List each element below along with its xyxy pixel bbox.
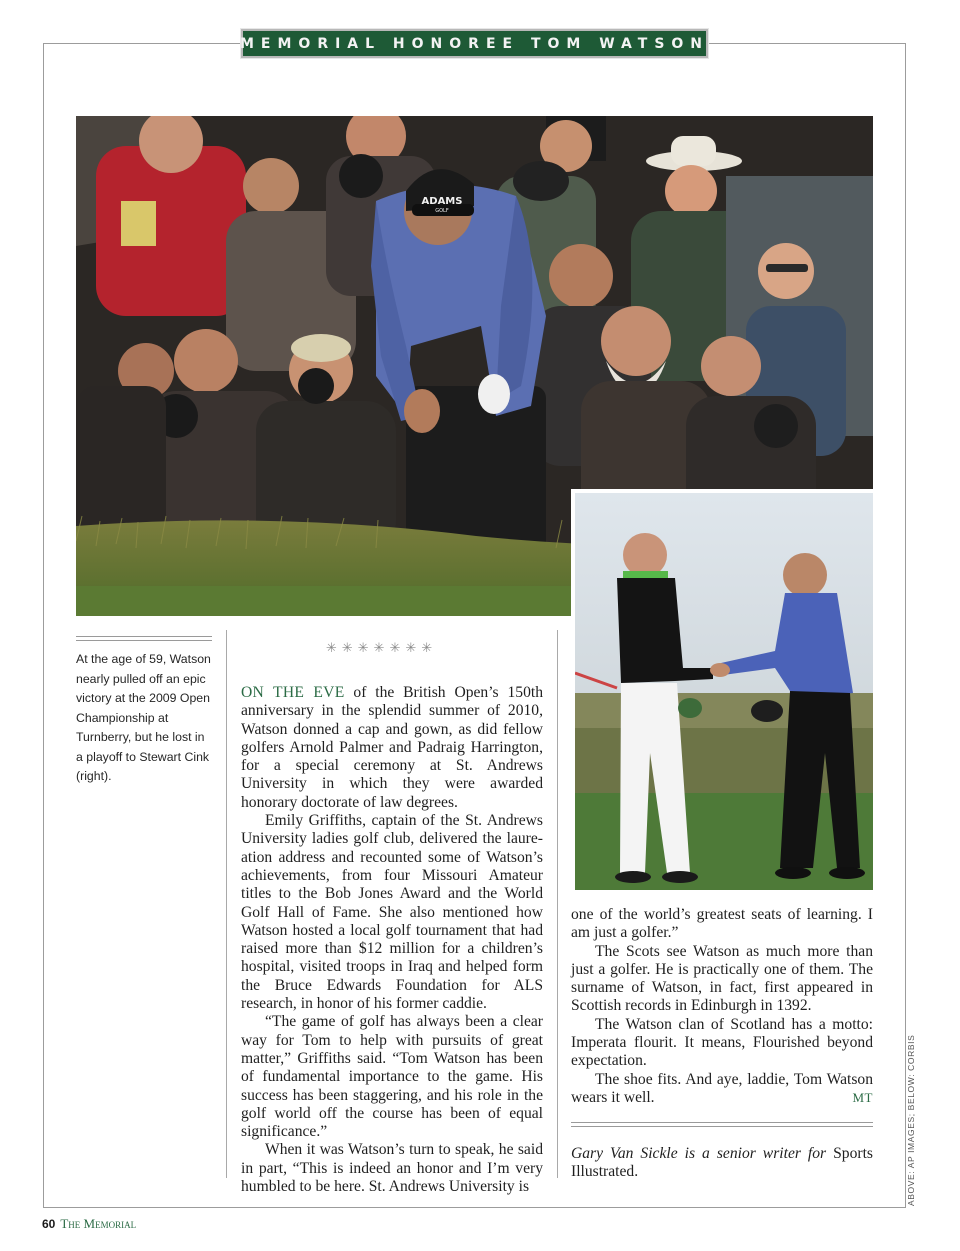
article-paragraph: The Watson clan of Scotland has a motto: Imperata flourit. It means, Flourished beyond expectation. bbox=[571, 1015, 873, 1070]
magazine-name: The Memorial bbox=[60, 1216, 137, 1231]
article-paragraph: The shoe fits. And aye, laddie, Tom Watson wears it well. MT bbox=[571, 1070, 873, 1106]
page-footer bbox=[42, 1216, 136, 1232]
article-paragraph: Emily Griffiths, captain of the St. Andrews University ladies golf club, delivered the laureation address and recounted some of Watson’s achievements, from four Missouri Amateur titles to the Bob Jones Award and the World Golf Hall of Fame. She also mentioned how Watson hosted a local golf tournament that had raised more than $12 million for a children’s hospital, visited troops in Iraq and helped form the Bruce Edwards Foundation for ALS research, in honor of his former caddie. bbox=[241, 812, 543, 1013]
article-paragraph: “The game of golf has always been a clear way for Tom to help with pursuits of great matter,” Griffiths said. “Tom Watson has been of fundamental importance to the game. His success has been staggering, and his role in the golf world off the course has been of equal significance.” bbox=[241, 1013, 543, 1141]
author-bio: Gary Van Sickle is a senior writer for Sports Illustrated. bbox=[571, 1145, 873, 1181]
handshake-illustration bbox=[575, 493, 873, 890]
column-divider-right bbox=[557, 630, 558, 1178]
article-paragraph: ON THE EVE of the British Open’s 150th anniversary in the splendid summer of 2010, Watson donned a cap and gown, as did fellow golfers Arnold Palmer and Padraig Harrington, for a special ceremony at St. Andrews University in which they were awarded honorary doctorate of law degrees. bbox=[241, 684, 543, 811]
author-initials: MT bbox=[852, 1089, 873, 1105]
lead-in: ON THE EVE bbox=[241, 684, 345, 701]
section-title: MEMORIAL HONOREE TOM WATSON bbox=[239, 35, 710, 52]
section-ornament: ✳✳✳✳✳✳✳ bbox=[326, 641, 438, 656]
cap-logo: ADAMS bbox=[421, 196, 463, 207]
page-number: 60 bbox=[42, 1217, 56, 1231]
handshake-photo bbox=[571, 489, 873, 890]
article-column-2 bbox=[571, 906, 873, 1107]
photo-credit: ABOVE: AP IMAGES; BELOW: CORBIS bbox=[906, 1034, 916, 1206]
bio-rule bbox=[571, 1122, 873, 1127]
photo-caption: At the age of 59, Watson nearly pulled off an epic victory at the 2009 Open Championship at Turnberry, but he lost in a playoff to Stewart Cink (right). bbox=[76, 652, 211, 783]
article-paragraph: When it was Watson’s turn to speak, he said in part, “This is indeed an honor and I’m very humbled to be here. St. Andrews University is bbox=[241, 1141, 543, 1196]
section-banner bbox=[241, 29, 708, 58]
caption-rule bbox=[76, 636, 212, 641]
cap-logo-sub: GOLF bbox=[435, 208, 449, 214]
column-divider-left bbox=[226, 630, 227, 1178]
article-paragraph: The Scots see Watson as much more than just a golfer. He is practically one of them. The surname of Watson, in fact, first appeared in Scottish records in Edinburgh in 1392. bbox=[571, 942, 873, 1015]
article-paragraph: one of the world’s greatest seats of learning. I am just a golfer.” bbox=[571, 906, 873, 942]
article-column-1 bbox=[241, 684, 543, 1196]
